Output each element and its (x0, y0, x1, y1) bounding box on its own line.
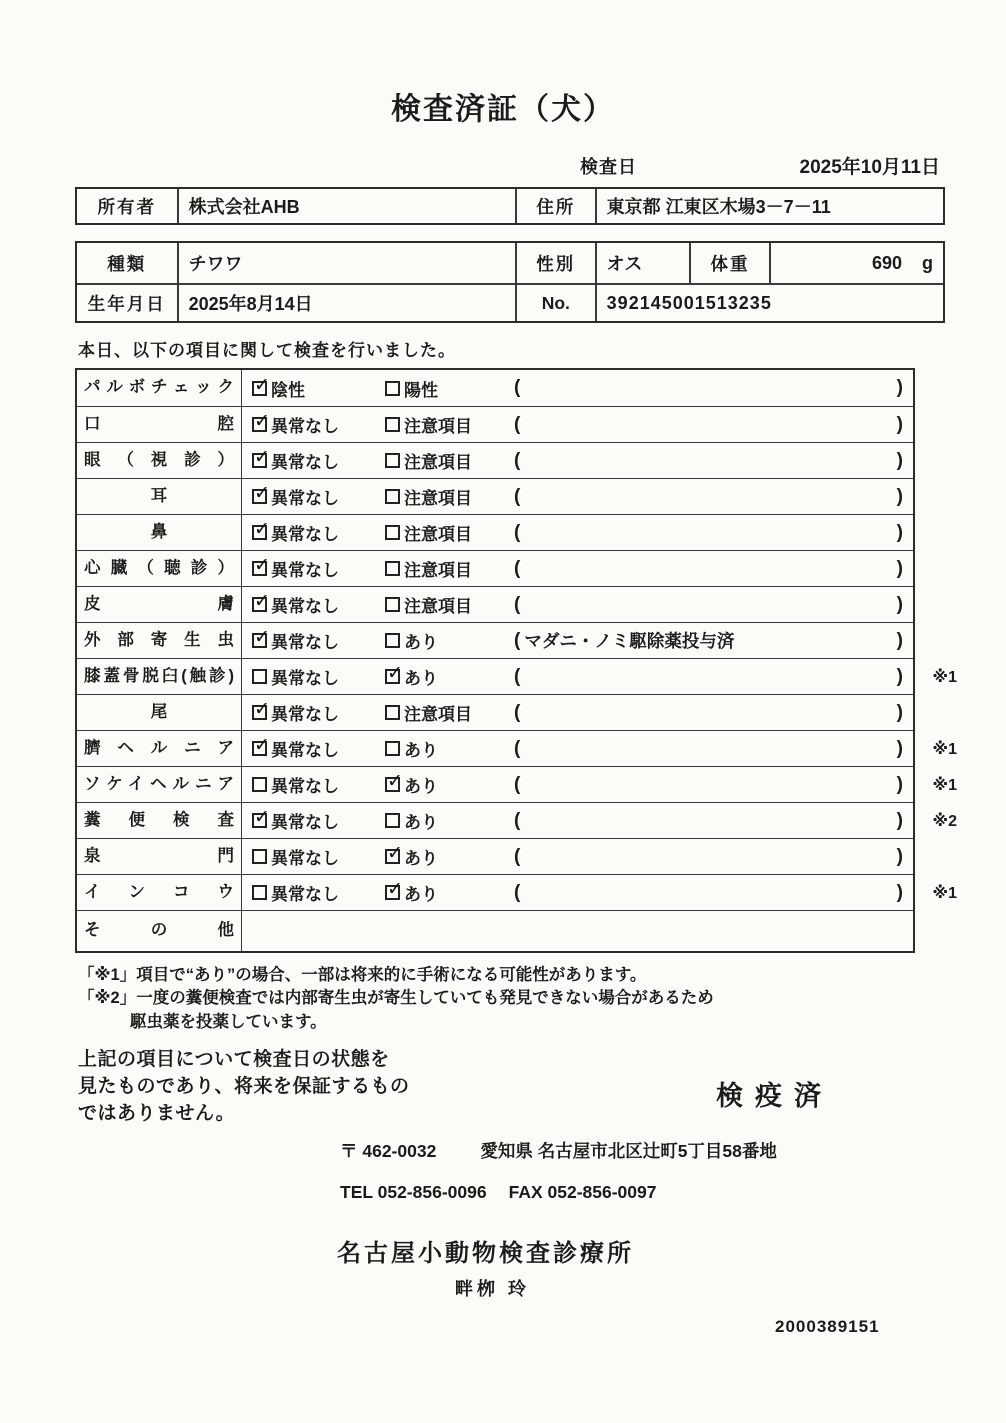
row-note-area (514, 882, 913, 904)
row-label: その他 (77, 911, 242, 951)
row-content (242, 515, 913, 550)
option1 (252, 376, 385, 401)
row-note-area (514, 628, 913, 653)
option1-checkbox (252, 849, 267, 864)
option2-checkbox (385, 633, 400, 648)
option1 (252, 592, 385, 617)
option2-checkbox (385, 597, 400, 612)
row-label: 鼻 (77, 515, 242, 550)
row-label: インコウ (77, 875, 242, 910)
option1-label: 異常なし (271, 525, 339, 544)
paren-close: ) (896, 881, 903, 903)
option1 (252, 844, 385, 869)
inspection-row (77, 550, 913, 586)
paren-open: ( (514, 557, 521, 579)
clinic-fax: FAX 052-856-0097 (508, 1182, 657, 1203)
disclaimer-and-stamp (78, 1047, 1006, 1128)
inspection-row (77, 514, 913, 550)
option2-checkbox (385, 813, 400, 828)
row-mark: ※2 (932, 812, 957, 830)
row-label: 皮膚 (77, 587, 242, 622)
option2 (385, 664, 514, 689)
option1 (252, 772, 385, 797)
row-note-area (514, 522, 913, 544)
no-label: No. (515, 285, 595, 321)
option1 (252, 880, 385, 905)
option2 (385, 772, 514, 797)
option1-checkbox (252, 777, 267, 792)
footnote-2: 「※2」一度の糞便検査では内部寄生虫が寄生していても発見できない場合があるため (78, 989, 714, 1008)
row-content (242, 623, 913, 658)
option2-label: あり (404, 885, 438, 904)
option2 (385, 448, 514, 473)
paren-open: ( (514, 665, 521, 687)
paren-open: ( (514, 701, 521, 723)
inspection-row (77, 370, 913, 406)
row-note-area (514, 774, 913, 796)
inspection-row (77, 622, 913, 658)
option1 (252, 736, 385, 761)
inspection-row (77, 802, 957, 838)
option1-label: 異常なし (271, 849, 339, 868)
footnote-3: 駆虫薬を投薬しています。 (130, 1012, 327, 1031)
paren-open: ( (514, 809, 521, 831)
option1-label: 異常なし (271, 777, 339, 796)
inspection-row (77, 730, 957, 766)
row-content (242, 839, 913, 874)
row-label: 臍ヘルニア (77, 731, 242, 766)
paren-open: ( (514, 773, 521, 795)
option1 (252, 808, 385, 833)
page-title: 検査済証（犬） (391, 93, 615, 126)
animal-table (75, 241, 945, 323)
option1 (252, 628, 385, 653)
clinic-address-line (340, 1138, 1006, 1163)
option1-label: 異常なし (271, 597, 339, 616)
option1-checkbox (252, 597, 267, 612)
row-note-area (514, 810, 913, 832)
option2-label: 注意項目 (404, 705, 472, 724)
animal-row-2 (77, 283, 943, 321)
paren-open: ( (514, 485, 521, 507)
row-mark: ※1 (932, 884, 957, 902)
option1-label: 異常なし (271, 489, 339, 508)
paren-close: ) (896, 557, 903, 579)
owner-value: 株式会社AHB (177, 189, 515, 223)
option2-label: 注意項目 (404, 417, 472, 436)
row-note-area (514, 558, 913, 580)
inspection-row (77, 694, 913, 730)
paren-close: ) (896, 521, 903, 543)
row-label: 眼（視診） (77, 443, 242, 478)
option2-label: あり (404, 633, 438, 652)
option1-label: 異常なし (271, 633, 339, 652)
option1-checkbox (252, 417, 267, 432)
row-label: 膝蓋骨脱臼(触診) (77, 659, 242, 694)
option1-label: 異常なし (271, 561, 339, 580)
disclaimer (78, 1047, 498, 1128)
paren-open: ( (514, 845, 521, 867)
row-content (242, 587, 913, 622)
option2 (385, 880, 514, 905)
option2-checkbox (385, 525, 400, 540)
inspection-table (75, 368, 957, 953)
inspection-row (77, 838, 913, 874)
footnote-1: 「※1」項目で“あり”の場合、一部は将来的に手術になる可能性があります。 (78, 966, 647, 984)
row-note-area (514, 738, 913, 760)
option2-label: 注意項目 (404, 597, 472, 616)
row-content (242, 875, 913, 910)
row-content (242, 767, 913, 802)
inspection-row (77, 478, 913, 514)
option2-checkbox (385, 849, 400, 864)
animal-row-1 (77, 243, 943, 283)
option1 (252, 412, 385, 437)
row-content (242, 479, 913, 514)
paren-close: ) (896, 809, 903, 831)
option2 (385, 556, 514, 581)
paren-close: ) (896, 665, 903, 687)
paren-close: ) (896, 485, 903, 507)
inspection-row (77, 766, 957, 802)
row-label: パルボチェック (77, 370, 242, 406)
weight-value: 690 (871, 252, 902, 273)
option1-checkbox (252, 561, 267, 576)
paren-close: ) (896, 773, 903, 795)
option2-label: あり (404, 813, 438, 832)
row-content (242, 659, 913, 694)
option2 (385, 592, 514, 617)
paren-close: ) (896, 629, 903, 651)
option2-checkbox (385, 453, 400, 468)
address-label: 住所 (515, 189, 595, 223)
disclaimer-line-1: 上記の項目について検査日の状態を (78, 1049, 390, 1071)
option2-label: 注意項目 (404, 489, 472, 508)
paren-open: ( (514, 521, 521, 543)
row-note-area (514, 666, 913, 688)
inspection-row (77, 586, 913, 622)
option2-label: あり (404, 777, 438, 796)
veterinarian-name: 畔栁 玲 (455, 1279, 531, 1300)
sex-label: 性別 (515, 243, 595, 283)
option1-label: 異常なし (271, 885, 339, 904)
paren-open: ( (514, 629, 521, 651)
owner-label: 所有者 (97, 196, 157, 217)
option1 (252, 448, 385, 473)
option1-checkbox (252, 669, 267, 684)
row-label: 糞便検査 (77, 803, 242, 838)
row-note-area (514, 846, 913, 868)
quarantine-stamp: 検疫済 (716, 1081, 833, 1112)
paren-close: ) (896, 701, 903, 723)
option2-checkbox (385, 417, 400, 432)
breed-value: チワワ (177, 243, 515, 283)
row-content (242, 911, 913, 951)
paren-open: ( (514, 377, 521, 398)
paren-open: ( (514, 881, 521, 903)
option2 (385, 628, 514, 653)
clinic-tel: TEL 052-856-0096 (340, 1182, 487, 1203)
row-note-area (514, 450, 913, 472)
row-content (242, 731, 913, 766)
no-value: 392145001513235 (595, 285, 943, 321)
option2-label: 注意項目 (404, 525, 472, 544)
row-note: マダニ・ノミ駆除薬投与済 (524, 631, 735, 651)
owner-table (75, 187, 945, 225)
option2-checkbox (385, 777, 400, 792)
option2 (385, 376, 514, 401)
inspection-row (77, 406, 913, 442)
option1 (252, 484, 385, 509)
row-note-area (514, 486, 913, 508)
option1-checkbox (252, 633, 267, 648)
option1-checkbox (252, 741, 267, 756)
option2-checkbox (385, 669, 400, 684)
birthdate-label: 生年月日 (87, 293, 166, 314)
sex-value: オス (595, 243, 690, 283)
owner-row (77, 189, 943, 223)
option2-label: あり (404, 669, 438, 688)
weight-value-cell (769, 243, 943, 283)
option1-label: 異常なし (271, 813, 339, 832)
option2 (385, 520, 514, 545)
option1 (252, 520, 385, 545)
option2-label: 陽性 (404, 380, 438, 400)
disclaimer-line-3: ではありません。 (78, 1103, 236, 1125)
clinic-phone-line (340, 1182, 1006, 1203)
inspection-row (77, 658, 957, 694)
option1 (252, 700, 385, 725)
birthdate-value: 2025年8月14日 (177, 285, 515, 321)
paren-close: ) (896, 413, 903, 435)
option1-checkbox (252, 885, 267, 900)
row-label: 泉門 (77, 839, 242, 874)
paren-close: ) (896, 449, 903, 471)
row-mark: ※1 (932, 668, 957, 686)
inspection-row (77, 910, 913, 951)
row-note-area (514, 702, 913, 724)
row-label: 耳 (77, 479, 242, 514)
row-label: ソケイヘルニア (77, 767, 242, 802)
option2 (385, 484, 514, 509)
option2-label: 注意項目 (404, 453, 472, 472)
clinic-name: 名古屋小動物検査診療所 (337, 1240, 634, 1268)
option1 (252, 556, 385, 581)
paren-close: ) (896, 377, 903, 398)
row-content (242, 407, 913, 442)
breed-label: 種類 (107, 253, 147, 274)
option1 (252, 664, 385, 689)
option1-label: 異常なし (271, 669, 339, 688)
option2-checkbox (385, 705, 400, 720)
row-note-area (514, 377, 913, 399)
intro-text: 本日、以下の項目に関して検査を行いました。 (78, 341, 456, 360)
paren-open: ( (514, 593, 521, 615)
row-label: 尾 (77, 695, 242, 730)
option2-checkbox (385, 741, 400, 756)
option1-checkbox (252, 381, 267, 396)
option1-label: 異常なし (271, 741, 339, 760)
paren-close: ) (896, 845, 903, 867)
option1-label: 陰性 (271, 380, 305, 400)
option1-label: 異常なし (271, 417, 339, 436)
row-content (242, 443, 913, 478)
option1-label: 異常なし (271, 453, 339, 472)
row-content (242, 551, 913, 586)
row-label: 外部寄生虫 (77, 623, 242, 658)
serial-number: 2000389151 (775, 1317, 880, 1337)
inspection-row (77, 442, 913, 478)
row-label: 心臓（聴診） (77, 551, 242, 586)
option1-checkbox (252, 489, 267, 504)
option2 (385, 412, 514, 437)
row-content (242, 370, 913, 406)
option2-label: あり (404, 741, 438, 760)
inspection-date-row (75, 152, 945, 179)
option2-checkbox (385, 885, 400, 900)
clinic-postal-code: 〒 462-0032 (340, 1141, 437, 1162)
row-note-area (514, 414, 913, 436)
row-label: 口腔 (77, 407, 242, 442)
inspection-date-value: 2025年10月11日 (799, 157, 940, 178)
option1-checkbox (252, 813, 267, 828)
option1-label: 異常なし (271, 705, 339, 724)
row-note-area (514, 594, 913, 616)
row-mark: ※1 (932, 740, 957, 758)
paren-close: ) (896, 593, 903, 615)
inspection-row (77, 874, 957, 910)
option2-checkbox (385, 561, 400, 576)
row-content (242, 695, 913, 730)
option2-label: あり (404, 849, 438, 868)
option2 (385, 736, 514, 761)
option2 (385, 808, 514, 833)
option2-checkbox (385, 381, 400, 396)
weight-unit: g (922, 252, 933, 273)
row-content (242, 803, 913, 838)
option2-checkbox (385, 489, 400, 504)
clinic-address: 愛知県 名古屋市北区辻町5丁目58番地 (480, 1141, 777, 1162)
option2-label: 注意項目 (404, 561, 472, 580)
paren-close: ) (896, 737, 903, 759)
paren-open: ( (514, 413, 521, 435)
paren-open: ( (514, 449, 521, 471)
paren-open: ( (514, 737, 521, 759)
row-mark: ※1 (932, 776, 957, 794)
weight-label: 体重 (689, 243, 769, 283)
option1-checkbox (252, 705, 267, 720)
footnotes (78, 964, 1006, 1034)
disclaimer-line-2: 見たものであり、将来を保証するもの (78, 1076, 410, 1098)
option2 (385, 844, 514, 869)
address-value: 東京都 江東区木場3－7－11 (595, 189, 943, 223)
option1-checkbox (252, 453, 267, 468)
option2 (385, 700, 514, 725)
option1-checkbox (252, 525, 267, 540)
inspection-date-label: 検査日 (580, 157, 637, 177)
